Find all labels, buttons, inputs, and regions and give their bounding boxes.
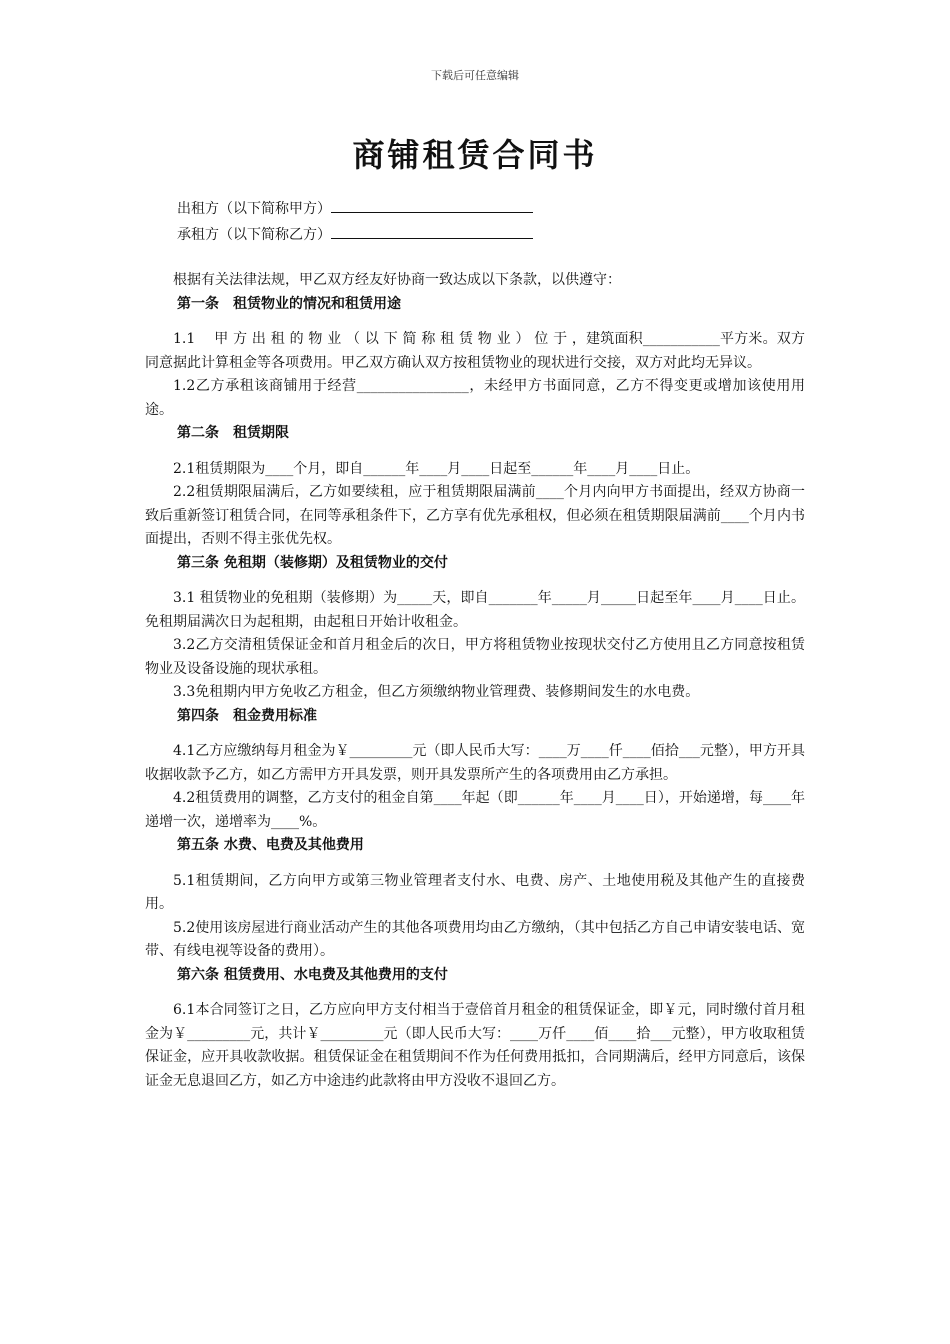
clause-3-2: 3.2乙方交清租赁保证金和首月租金后的次日，甲方将租赁物业按现状交付乙方使用且乙方同意按租赁物业及设备设施的现状承租。 [145, 637, 805, 677]
clause-3-1: 3.1 租赁物业的免租期（装修期）为_____天，即自_______年_____月_____日起至年____月____日止。免租期届满次日为起租期，由起租日开始计收租金。 [145, 590, 805, 630]
intro-paragraph: 根据有关法律法规，甲乙双方经友好协商一致达成以下条款，以供遵守： [173, 272, 621, 288]
section-4-title: 第四条 租金费用标准 [177, 707, 317, 724]
clause-6-1: 6.1本合同签订之日，乙方应向甲方支付相当于壹倍首月租金的租赁保证金，即￥元，同时缴付首月租金为￥_________元，共计￥_________元（即人民币大写：____万仟____佰____拾___元整），甲方收取租赁保证金，应开具收款收据。租赁保证金在租赁期间不作为任何费用抵扣，合同期满后，经甲方同意后，该保证金无息退回乙方，如乙方中途违约此款将由甲方没收不退回乙方。 [145, 1002, 805, 1089]
lessee-line [145, 222, 805, 248]
section-2-title: 第二条 租赁期限 [177, 425, 289, 441]
section-5-title: 第五条 水费、电费及其他费用 [177, 837, 364, 853]
section-6-title: 第六条 租赁费用、水电费及其他费用的支付 [177, 966, 448, 983]
clause-1-2: 1.2乙方承租该商铺用于经营________________，未经甲方书面同意，乙方不得变更或增加该使用用途。 [145, 378, 805, 418]
section-1-title: 第一条 租赁物业的情况和租赁用途 [177, 295, 401, 312]
clause-5-1: 5.1租赁期间，乙方向甲方或第三物业管理者支付水、电费、房产、土地使用税及其他产生的直接费用。 [145, 872, 805, 912]
section-3-title: 第三条 免租期（装修期）及租赁物业的交付 [177, 554, 448, 571]
clause-4-2: 4.2租赁费用的调整，乙方支付的租金自第____年起（即______年____月____日），开始递增，每____年递增一次，递增率为____%。 [145, 790, 805, 830]
page-header-note: 下载后可任意编辑 [431, 69, 519, 82]
clause-4-1: 4.1乙方应缴纳每月租金为￥_________元（即人民币大写：____万____仟____佰拾___元整），甲方开具收据收款予乙方，如乙方需甲方开具发票，则开具发票所产生的各项费用由乙方承担。 [145, 743, 805, 783]
clause-3-3: 3.3免租期内甲方免收乙方租金，但乙方须缴纳物业管理费、装修期间发生的水电费。 [173, 684, 700, 700]
clause-5-2: 5.2使用该房屋进行商业活动产生的其他各项费用均由乙方缴纳，（其中包括乙方自己申请安装电话、宽带、有线电视等设备的费用）。 [145, 919, 805, 959]
lessee-blank[interactable] [331, 222, 533, 239]
lessee-label: 承租方（以下简称乙方） [177, 226, 331, 243]
contract-body [145, 196, 805, 1093]
lessor-label: 出租方（以下简称甲方） [177, 201, 331, 217]
lessor-blank[interactable] [331, 196, 533, 213]
lessor-line [145, 196, 805, 222]
clause-2-2: 2.2租赁期限届满后，乙方如要续租，应于租赁期限届满前____个月内向甲方书面提出，经双方协商一致后重新签订租赁合同，在同等承租条件下，乙方享有优先承租权，但必须在租赁期限届满前____个月内书面提出，否则不得主张优先权。 [145, 484, 805, 547]
document-title: 商铺租赁合同书 [352, 136, 598, 174]
clause-2-1: 2.1租赁期限为____个月，即自______年____月____日起至______年____月____日止。 [173, 460, 700, 477]
clause-1-1: 1.1 甲 方 出 租 的 物 业 （ 以 下 简 称 租 赁 物 业 ） 位 于 ，建筑面积___________平方米。双方同意据此计算租金等各项费用。甲乙双方确认双方按租赁物业的现状进行交接，双方对此均无异议。 [145, 331, 805, 371]
